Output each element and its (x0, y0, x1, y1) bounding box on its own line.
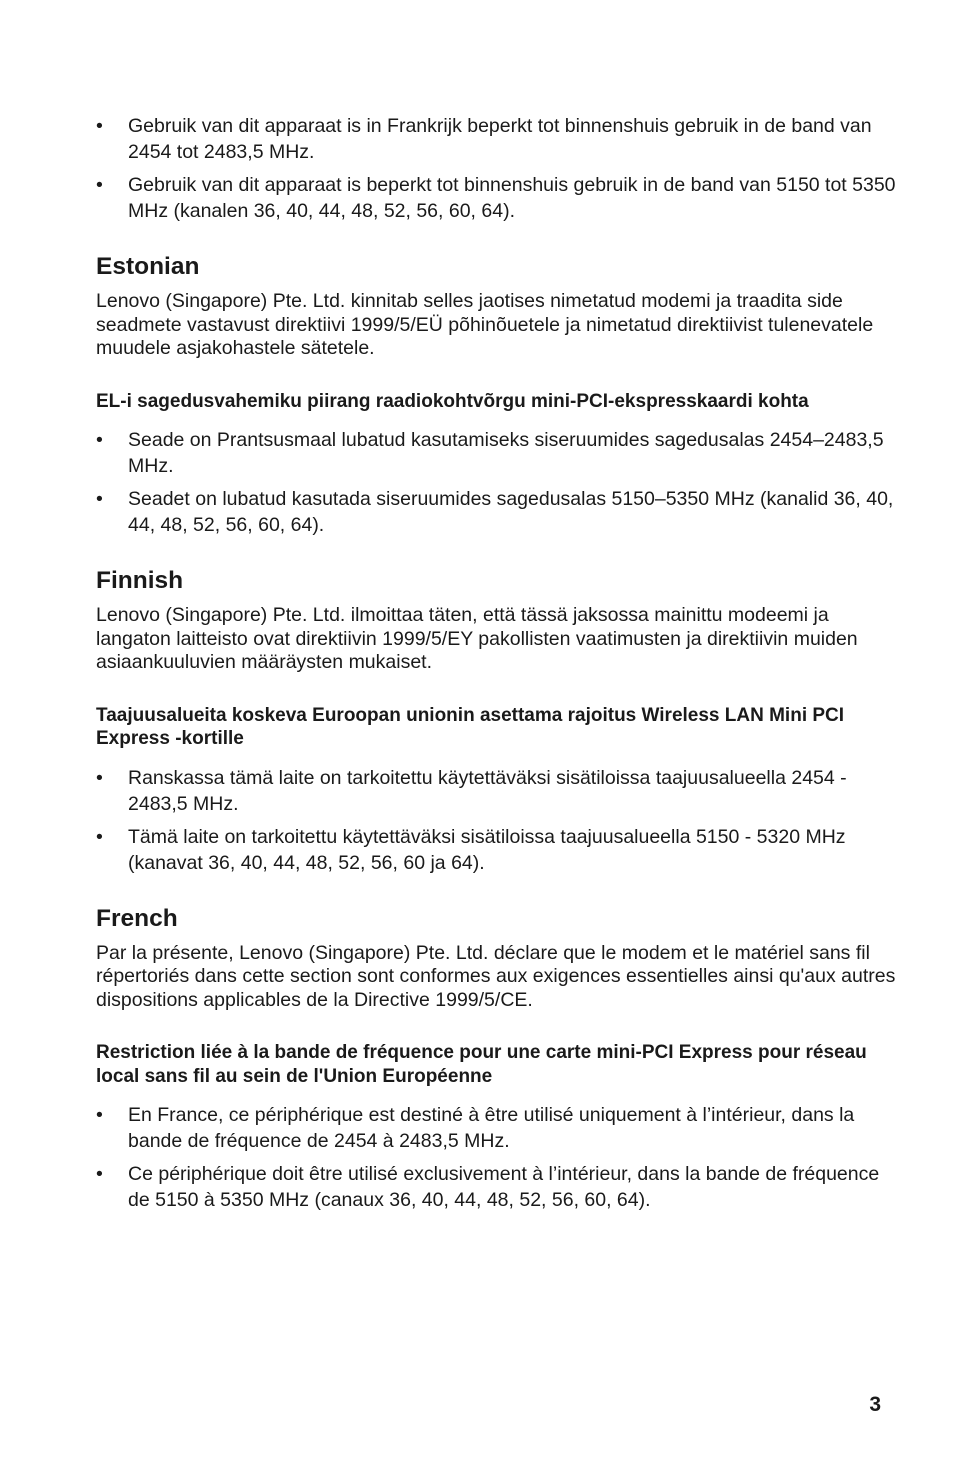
list-item-text: Gebruik van dit apparaat is in Frankrijk beperkt tot binnenshuis gebruik in de band van 2454 tot 2483,5 MHz. (128, 115, 872, 163)
section-body: Lenovo (Singapore) Pte. Ltd. ilmoittaa täten, että tässä jaksossa mainittu modeemi ja langaton laitteisto ovat direktiivin 1999/5/EY pakollisten vaatimusten ja direktiivin muiden asiaankuuluvien määräysten mukaiset. (96, 604, 858, 673)
section-body: Lenovo (Singapore) Pte. Ltd. kinnitab selles jaotises nimetatud modemi ja traadita side seadmete vastavust direktiivi 1999/5/EÜ põhinõuetele ja nimetatud direktiivist tulenevatele muudele asjakohastele sätetele. (96, 290, 874, 359)
document-page (96, 113, 896, 1220)
list-item-text: Ce périphérique doit être utilisé exclusivement à l’intérieur, dans la bande de fréquence de 5150 à 5350 MHz (canaux 36, 40, 44, 48, 52, 56, 60, 64). (128, 1163, 880, 1211)
list-item-text: Ranskassa tämä laite on tarkoitettu käytettäväksi sisätiloissa taajuusalueella 2454 - 2483,5 MHz. (128, 766, 847, 815)
bullet-icon: • (96, 429, 103, 451)
bullet-icon: • (96, 1104, 103, 1126)
section-subheading: Restriction liée à la bande de fréquence pour une carte mini-PCI Express pour réseau local sans fil au sein de l'Union Européenne (96, 1042, 867, 1087)
intro-bullet-list (96, 113, 896, 224)
bullet-icon: • (96, 115, 103, 137)
bullet-list (96, 427, 896, 538)
section-french (96, 904, 896, 1214)
section-body: Par la présente, Lenovo (Singapore) Pte. Ltd. déclare que le modem et le matériel sans fil répertoriés dans cette section sont conformes aux exigences essentielles ainsi qu'aux autres dispositions applicables de la Directive 1999/5/CE. (96, 941, 896, 1011)
list-item (96, 824, 896, 876)
list-item (96, 1102, 896, 1154)
list-item (96, 765, 896, 817)
bullet-icon: • (96, 766, 103, 789)
section-subheading: Taajuusalueita koskeva Euroopan unionin asettama rajoitus Wireless LAN Mini PCI Express -kortille (96, 704, 845, 749)
bullet-icon: • (96, 1163, 103, 1185)
list-item-text: Seadet on lubatud kasutada siseruumides sagedusalas 5150–5350 MHz (kanalid 36, 40, 44, 48, 52, 56, 60, 64). (128, 488, 894, 536)
section-heading: French (96, 904, 178, 932)
section-subheading: EL-i sagedusvahemiku piirang raadiokohtvõrgu mini-PCI-ekspresskaardi kohta (96, 390, 809, 412)
section-finnish (96, 566, 896, 876)
bullet-list (96, 1102, 896, 1213)
bullet-icon: • (96, 825, 103, 848)
section-estonian (96, 252, 896, 538)
list-item (96, 427, 896, 479)
list-item-text: En France, ce périphérique est destiné à être utilisé uniquement à l’intérieur, dans la bande de fréquence de 2454 à 2483,5 MHz. (128, 1104, 855, 1152)
list-item (96, 1161, 896, 1213)
list-item (96, 486, 896, 538)
bullet-icon: • (96, 174, 103, 196)
list-item (96, 172, 896, 224)
page-number: 3 (869, 1393, 881, 1416)
section-heading: Estonian (96, 253, 200, 280)
list-item-text: Seade on Prantsusmaal lubatud kasutamiseks siseruumides sagedusalas 2454–2483,5 MHz. (128, 429, 884, 477)
list-item-text: Gebruik van dit apparaat is beperkt tot binnenshuis gebruik in de band van 5150 tot 5350 MHz (kanalen 36, 40, 44, 48, 52, 56, 60, 64). (128, 174, 896, 222)
bullet-icon: • (96, 488, 103, 510)
list-item (96, 113, 896, 165)
section-heading: Finnish (96, 567, 184, 594)
list-item-text: Tämä laite on tarkoitettu käytettäväksi sisätiloissa taajuusalueella 5150 - 5320 MHz (kanavat 36, 40, 44, 48, 52, 56, 60 ja 64). (128, 825, 846, 874)
bullet-list (96, 765, 896, 876)
